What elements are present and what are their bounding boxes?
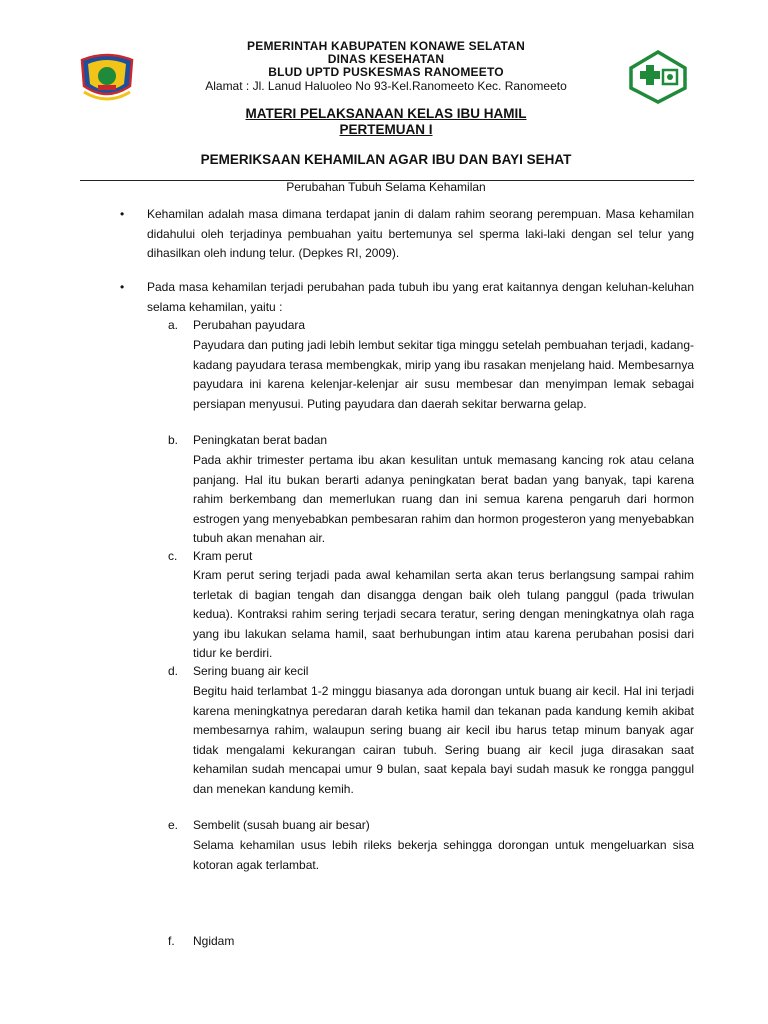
puskesmas-logo-icon [627, 50, 689, 104]
list-item-title: Kram perut [193, 549, 253, 563]
letterhead-clinic: BLUD UPTD PUSKESMAS RANOMEETO [268, 65, 504, 79]
bullet-marker: • [120, 280, 125, 294]
meeting-number: PERTEMUAN I [339, 122, 433, 137]
list-item-title: Sering buang air kecil [193, 664, 309, 678]
list-item-title: Peningkatan berat badan [193, 433, 328, 447]
list-item-title: Perubahan payudara [193, 318, 306, 332]
bullet-paragraph: Pada masa kehamilan terjadi perubahan pada tubuh ibu yang erat kaitannya dengan keluhan-keluhan selama kehamilan, yaitu : [147, 280, 694, 314]
letterhead [150, 40, 622, 93]
list-item-title: Sembelit (susah buang air besar) [193, 818, 370, 832]
regency-emblem-icon [78, 52, 136, 102]
list-item-text: Begitu haid terlambat 1-2 minggu biasanya ada dorongan untuk buang air kecil. Hal ini terjadi karena meningkatnya peredaran darah ketika hamil dan tekanan pada kandung kemih akibat membesarnya rahim, walaupun sering buang air kecil ibu harus tetap minum banyak agar tidak mengalami kekurangan cairan tubuh. Sering buang air kecil juga dirasakan saat kehamilan sudah mencapai umur 9 bulan, saat kepala bayi sudah masuk ke rongga panggul dan menekan kandung kemih. [193, 684, 694, 796]
letterhead-address: Alamat : Jl. Lanud Haluoleo No 93-Kel.Ranomeeto Kec. Ranomeeto [205, 79, 567, 93]
bullet-paragraph: Kehamilan adalah masa dimana terdapat janin di dalam rahim seorang perempuan. Masa kehamilan didahului oleh terjadinya pembuahan yaitu bertemunya sel sperma laki-laki dengan sel telur yang dihasilkan oleh indung telur. (Depkes RI, 2009). [147, 207, 694, 260]
bullet-marker: • [120, 207, 125, 221]
list-item-text: Pada akhir trimester pertama ibu akan kesulitan untuk memasang kancing rok atau celana panjang. Hal itu bukan berarti adanya peningkatan berat badan yang banyak, tapi karena rahim berkembang dan memerlukan ruang dan ini semua karena pengaruh dari hormon estrogen yang menyebabkan pembesaran rahim dan hormon progesteron yang menyebabkan tubuh akan menahan air. [193, 453, 694, 545]
list-item-text: Kram perut sering terjadi pada awal kehamilan serta akan terus berlangsung sampai rahim terletak di bagian tengah dan disangga dengan baik oleh tulang panggul (pada triwulan kedua). Kontraksi rahim sering terjadi secara teratur, sering dengan meningkatnya olah raga yang ibu lakukan selama hamil, saat berhubungan intim atau karena perubahan posisi dari tidur ke berdiri. [193, 568, 694, 660]
material-title: MATERI PELAKSANAAN KELAS IBU HAMIL [245, 106, 527, 121]
list-item-label: e. [168, 818, 179, 832]
list-item-label: f. [168, 934, 175, 948]
section-subtitle: Perubahan Tubuh Selama Kehamilan [286, 180, 486, 194]
list-item-label: b. [168, 433, 179, 447]
list-item-label: c. [168, 549, 178, 563]
list-item-label: d. [168, 664, 179, 678]
list-item-label: a. [168, 318, 179, 332]
letterhead-department: DINAS KESEHATAN [327, 52, 445, 66]
list-item-text: Payudara dan puting jadi lebih lembut sekitar tiga minggu setelah pembuahan terjadi, kadang-kadang payudara terasa membengkak, mirip yang ibu rasakan menjelang haid. Membesarnya payudara ini karena kelenjar-kelenjar air susu membesar dan menyimpan lemak sebagai persiapan menyusui. Puting payudara dan daerah sekitar berwarna gelap. [193, 338, 694, 411]
list-item-title: Ngidam [193, 934, 235, 948]
list-item-text: Selama kehamilan usus lebih rileks bekerja sehingga dorongan untuk mengeluarkan sisa kotoran agak terlambat. [193, 838, 694, 872]
material-heading [150, 106, 622, 138]
letterhead-government: PEMERINTAH KABUPATEN KONAWE SELATAN [247, 39, 525, 53]
main-title: PEMERIKSAAN KEHAMILAN AGAR IBU DAN BAYI SEHAT [200, 152, 572, 167]
